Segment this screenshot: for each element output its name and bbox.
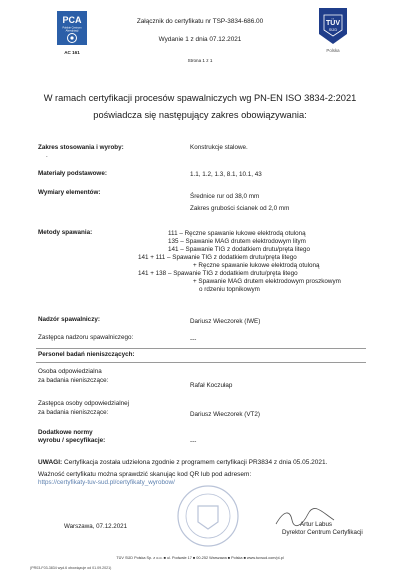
method-item: + Spawanie MAG drutem elektrodowym proszkowym <box>193 278 341 285</box>
deputy-label: Zastępca nadzoru spawalniczego: <box>38 334 134 341</box>
tuv-logo-sub: SÜD <box>328 27 338 32</box>
place-date: Warszawa, 07.12.2021 <box>64 523 128 530</box>
method-item: + Ręczne spawanie łukowe elektrodą otuloną <box>193 262 320 269</box>
method-item: 111 – Ręczne spawanie łukowe elektrodą otuloną <box>168 230 306 237</box>
ndt-deputy-label-1: Zastępca osoby odpowiedzialnej <box>38 400 130 407</box>
certification-stamp <box>176 484 240 548</box>
supervisor-value: Dariusz Wieczorek (IWE) <box>190 318 261 325</box>
header-page: Strona 1 z 1 <box>187 58 213 63</box>
title-line2: poświadcza się następujący zakres obowiązywania: <box>93 110 307 120</box>
certificate-link[interactable]: https://certyfikaty-tuv-sud.pl/certyfikaty_wyrobow/ <box>38 479 175 486</box>
pca-logo <box>56 10 88 56</box>
notes-remarks <box>38 459 327 467</box>
signatory-name: Artur Labus <box>300 521 332 528</box>
title-line1: W ramach certyfikacji procesów spawalniczych wg PN-EN ISO 3834-2:2021 <box>43 93 357 103</box>
methods-list <box>138 230 388 294</box>
tuv-logo <box>316 6 350 54</box>
ndt-resp-value: Rafał Koczułap <box>190 382 233 389</box>
materials-label: Materiały podstawowe: <box>38 170 107 177</box>
section-divider <box>36 348 366 349</box>
additional-label-1: Dodatkowe normy <box>38 429 93 436</box>
ndt-label: Personel badań nieniszczących: <box>38 351 135 358</box>
pca-code: AC 161 <box>64 50 80 55</box>
deputy-value: --- <box>190 336 197 343</box>
method-item: 135 – Spawanie MAG drutem elektrodowym litym <box>168 238 306 245</box>
scope-value: Konstrukcje stalowe. <box>190 144 248 151</box>
ndt-resp-label-1: Osoba odpowiedzialna <box>38 368 102 375</box>
supervisor-label: Nadzór spawalniczy: <box>38 316 100 323</box>
notes-remarks-label: UWAGI: <box>38 459 63 466</box>
tuv-country: Polska <box>326 48 340 53</box>
method-item: 141 + 138 – Spawanie TIG z dodatkiem drutu/pręta litego <box>138 270 298 277</box>
footer-address: TÜV SÜD Polska Sp. z o.o. ■ ul. Podwale 17 ■ 00-252 Warszawa ■ Polska ■ www.tuvsud.com/pl-pl <box>116 556 284 560</box>
ndt-deputy-label-2: za badania nieniszczące: <box>38 409 109 416</box>
dimensions-value-1: Średnice rur od 38,0 mm <box>190 193 260 200</box>
notes-remarks-text: Certyfikacja została udzielona zgodnie z programem certyfikacji PR3834 z dnia 05.05.2021. <box>62 459 328 466</box>
pca-logo-sub1: Polskie Centrum <box>62 26 82 30</box>
ndt-resp-label-2: za badania nieniszczące: <box>38 377 109 384</box>
footer-form-id: (PR03-F03-3834 wyd.6 obowiązuje od 01.09.2021) <box>30 566 112 570</box>
tuv-logo-text: TÜV <box>326 20 340 27</box>
dimensions-value-2: Zakres grubości ścianek od 2,0 mm <box>190 205 290 212</box>
notes-validity: Ważność certyfikatu można sprawdzić skanując kod QR lub pod adresem: <box>38 471 252 478</box>
methods-label: Metody spawania: <box>38 229 93 236</box>
method-item: 141 + 111 – Spawanie TIG z dodatkiem drutu/pręta litego <box>138 254 297 261</box>
header-edition: Wydanie 1 z dnia 07.12.2021 <box>158 36 242 43</box>
pca-logo-sub2: Akredytacji <box>65 29 79 33</box>
pca-logo-text: PCA <box>62 15 82 25</box>
additional-label-2: wyrobu / specyfikacje: <box>38 437 106 444</box>
method-item: 141 – Spawanie TIG z dodatkiem drutu/pręta litego <box>168 246 310 253</box>
signatory-role: Dyrektor Centrum Certyfikacji <box>282 529 363 536</box>
materials-value: 1.1, 1.2, 1.3, 8.1, 10.1, 43 <box>190 171 262 178</box>
additional-value: --- <box>190 438 197 445</box>
section-divider <box>36 362 366 363</box>
header-annex: Załącznik do certyfikatu nr TSP-3834-686.00 <box>136 18 264 25</box>
scope-label: Zakres stosowania i wyroby: <box>38 144 124 151</box>
ndt-deputy-value: Dariusz Wieczorek (VT2) <box>190 411 260 418</box>
scope-dot: . <box>46 152 48 159</box>
method-item: o rdzeniu topnikowym <box>199 286 260 293</box>
dimensions-label: Wymiary elementów: <box>38 189 101 196</box>
